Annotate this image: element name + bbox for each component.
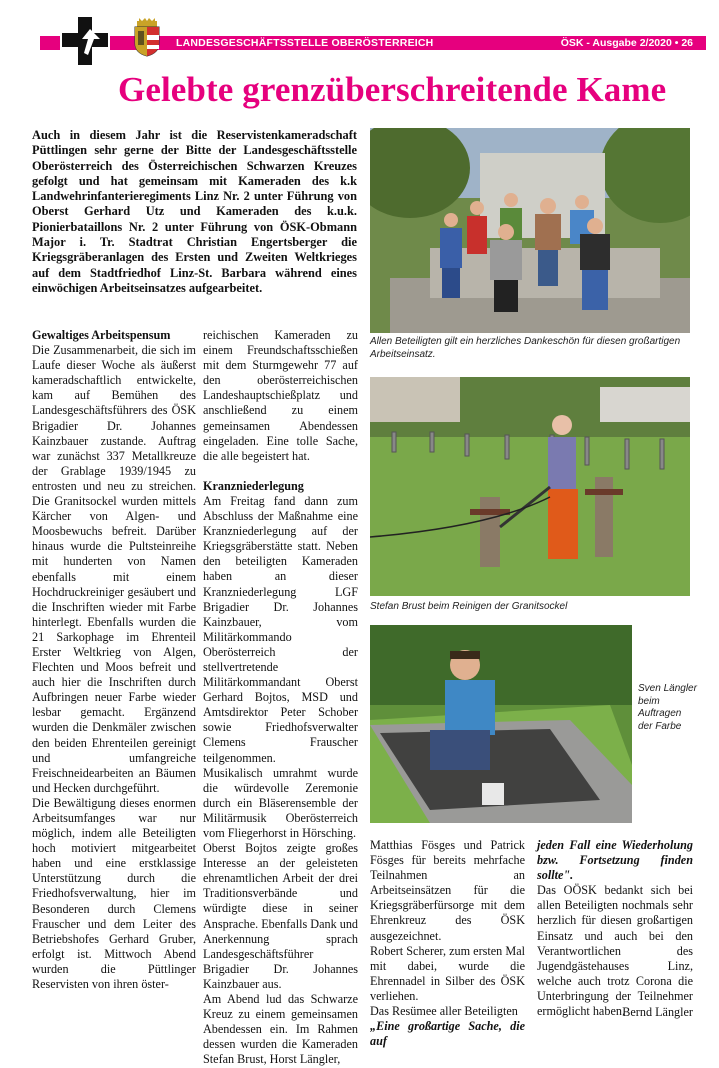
black-cross-logo (60, 15, 110, 67)
text-column-4 (537, 838, 693, 1019)
paragraph: Die Zusammenarbeit, die sich im Laufe dieser Woche als äußerst kameradschaftlich entwickelte, kam auf Bemühen des Landesgeschäftsführers des ÖSK Brigadier Dr. Johannes Kainzbauer zustande. Auftrag war zunächst 337 Metallkreuze der Grablage 1939/1945 zu entrosten und neu zu streichen. Die Granitsockel wurden mittels Kärcher von Algen- und Moosbewuchs befreit. Darüber hinaus wurde die Pultsteinreihe mit hunderten von Namen ebenfalls mit einem Hochdruckreiniger gesäubert und die Inschriften wieder mit Farbe hinterlegt. Ebenfalls wurden die 21 Sarkophage im Ehrenteil Erster Weltkrieg von Algen, Flechten und Moos befreit und auch hier die Inschriften durch Aufbringen neuer Farbe wieder lesbar gemacht. Ergänzend wurden die Denkmäler zwischen den beiden Ehrenteilen gereinigt und umfangreiche Freischneidearbeiten an Bäumen und Hecken durchgeführt. (32, 343, 196, 795)
text-column-2 (203, 328, 358, 1068)
article-title: Gelebte grenzüberschreitende Kame (118, 70, 667, 109)
issue-page-number: ÖSK - Ausgabe 2/2020 • 26 (560, 37, 693, 49)
subheading-kranzniederlegung: Kranzniederlegung (203, 478, 304, 493)
article-intro: Auch in diesem Jahr ist die Reservistenkameradschaft Püttlingen sehr gerne der Bitte der Landesgeschäftsstelle Oberösterreich des Österreichischen Schwarzen Kreuzes gefolgt und hat gemeinsam mit Kameraden des k.k Landwehrinfanterieregiments Linz Nr. 2 unter Führung von Oberst Gerhard Utz und Kameraden des k.u.k. Pionierbataillons Nr. 2 unter Führung von ÖSK-Obmann Major i. Tr. Stadtrat Christian Engertsberger die Kriegsgräberanlagen des Ersten und Zweiten Weltkrieges auf dem Stadtfriedhof Linz-St. Barbara während eines einwöchigen Arbeitseinsatzes aufgearbeitet. (32, 128, 357, 295)
paragraph: Am Abend lud das Schwarze Kreuz zu einem gemeinsamen Abendessen ein. Im Rahmen dessen wurden die Kameraden Stefan Brust, Horst Längler, (203, 992, 358, 1067)
quote-end: jeden Fall eine Wiederholung bzw. Fortsetzung finden sollte". (537, 838, 693, 883)
paragraph: reichischen Kameraden zu einem Freundschaftsschießen mit dem Sturmgewehr 77 auf den oberösterreichischen Landeshauptschießplatz und anschließend zu einem gemeinsamen Abendessen eingeladen. Eine tolle Sache, die alle begeistert hat. (203, 328, 358, 463)
photo-caption: Allen Beteiligten gilt ein herzliches Dankeschön für diesen großartigen Arbeitseinsatz. (370, 336, 681, 360)
paragraph: Am Freitag fand dann zum Abschluss der Maßnahme eine Kranzniederlegung auf der Kriegsgräberstätte statt. Neben den beteiligten Kameraden haben an dieser Kranzniederlegung LGF Brigadier Dr. Johannes Kainzbauer, vom Militärkommando Oberösterreich der stellvertretende Militärkommandant Oberst Gerhard Bojtos, MSD und Amtsdirektor Peter Schober sowie Friedhofsverwalter Clemens Frauscher teilgenommen. (203, 493, 358, 765)
paragraph: Das Resümee aller Beteiligten (370, 1004, 518, 1019)
paragraph: Die Bewältigung dieses enormen Arbeitsumfanges war nur möglich, indem alle Beteiligten hoch motiviert mitgearbeitet haben und eine erstklassige Unterstützung durch die Friedhofsverwaltung, hier im Besonderen durch Clemens Frauscher und dem Leiter des Betriebshofes Gerhard Gruber, erfolgt ist. Mittwoch Abend wurden die Püttlinger Reservisten von ihren öster- (32, 795, 196, 992)
subheading-arbeitspensum: Gewaltiges Arbeitspensum (32, 328, 171, 342)
painting-photo (370, 625, 632, 823)
paragraph: Das OÖSK bedankt sich bei allen Beteiligten nochmals sehr herzlich für diesen großartigen Einsatz und auch bei den Verantwortlichen des Jugendgästehauses Linz, welche auch trotz Corona die Unterbringung der Teilnehmer ermöglicht haben. (537, 883, 693, 1019)
quote-start: „Eine großartige Sache, die auf (370, 1019, 525, 1049)
photo-caption: Sven Längler beim Auftragen der Farbe (638, 683, 697, 732)
cleaning-photo (370, 377, 690, 596)
paragraph: Musikalisch umrahmt wurde die würdevolle Zeremonie durch ein Bläserensemble der Militärmusik Oberösterreich vom Fliegerhorst in Hörsching. (203, 765, 358, 840)
text-column-1 (32, 328, 196, 992)
paragraph: Oberst Bojtos zeigte großes Interesse an der geleisteten ehrenamtlichen Arbeit der drei Traditionsverbände und würdigte diese in seiner Ansprache. Ebenfalls Dank und Anerkennung sprach Landesgeschäftsführer Brigadier Dr. Johannes Kainzbauer aus. (203, 841, 359, 991)
upper-austria-crest-logo (133, 17, 161, 57)
photo-caption: Stefan Brust beim Reinigen der Granitsockel (370, 601, 568, 612)
text-column-3 (370, 838, 525, 1049)
group-photo (370, 128, 690, 333)
section-header: LANDESGESCHÄFTSSTELLE OBERÖSTERREICH (176, 37, 434, 49)
paragraph: Matthias Fösges und Patrick Fösges für bereits mehrfache Teilnahmen an Arbeitseinsätzen für die Kriegsgräberfürsorge mit dem Ehrenkreuz des ÖSK ausgezeichnet. (370, 838, 525, 943)
paragraph: Robert Scherer, zum ersten Mal mit dabei, wurde die Ehrennadel in Silber des ÖSK verliehen. (370, 943, 525, 1003)
author-signature: Bernd Längler (622, 1005, 693, 1019)
